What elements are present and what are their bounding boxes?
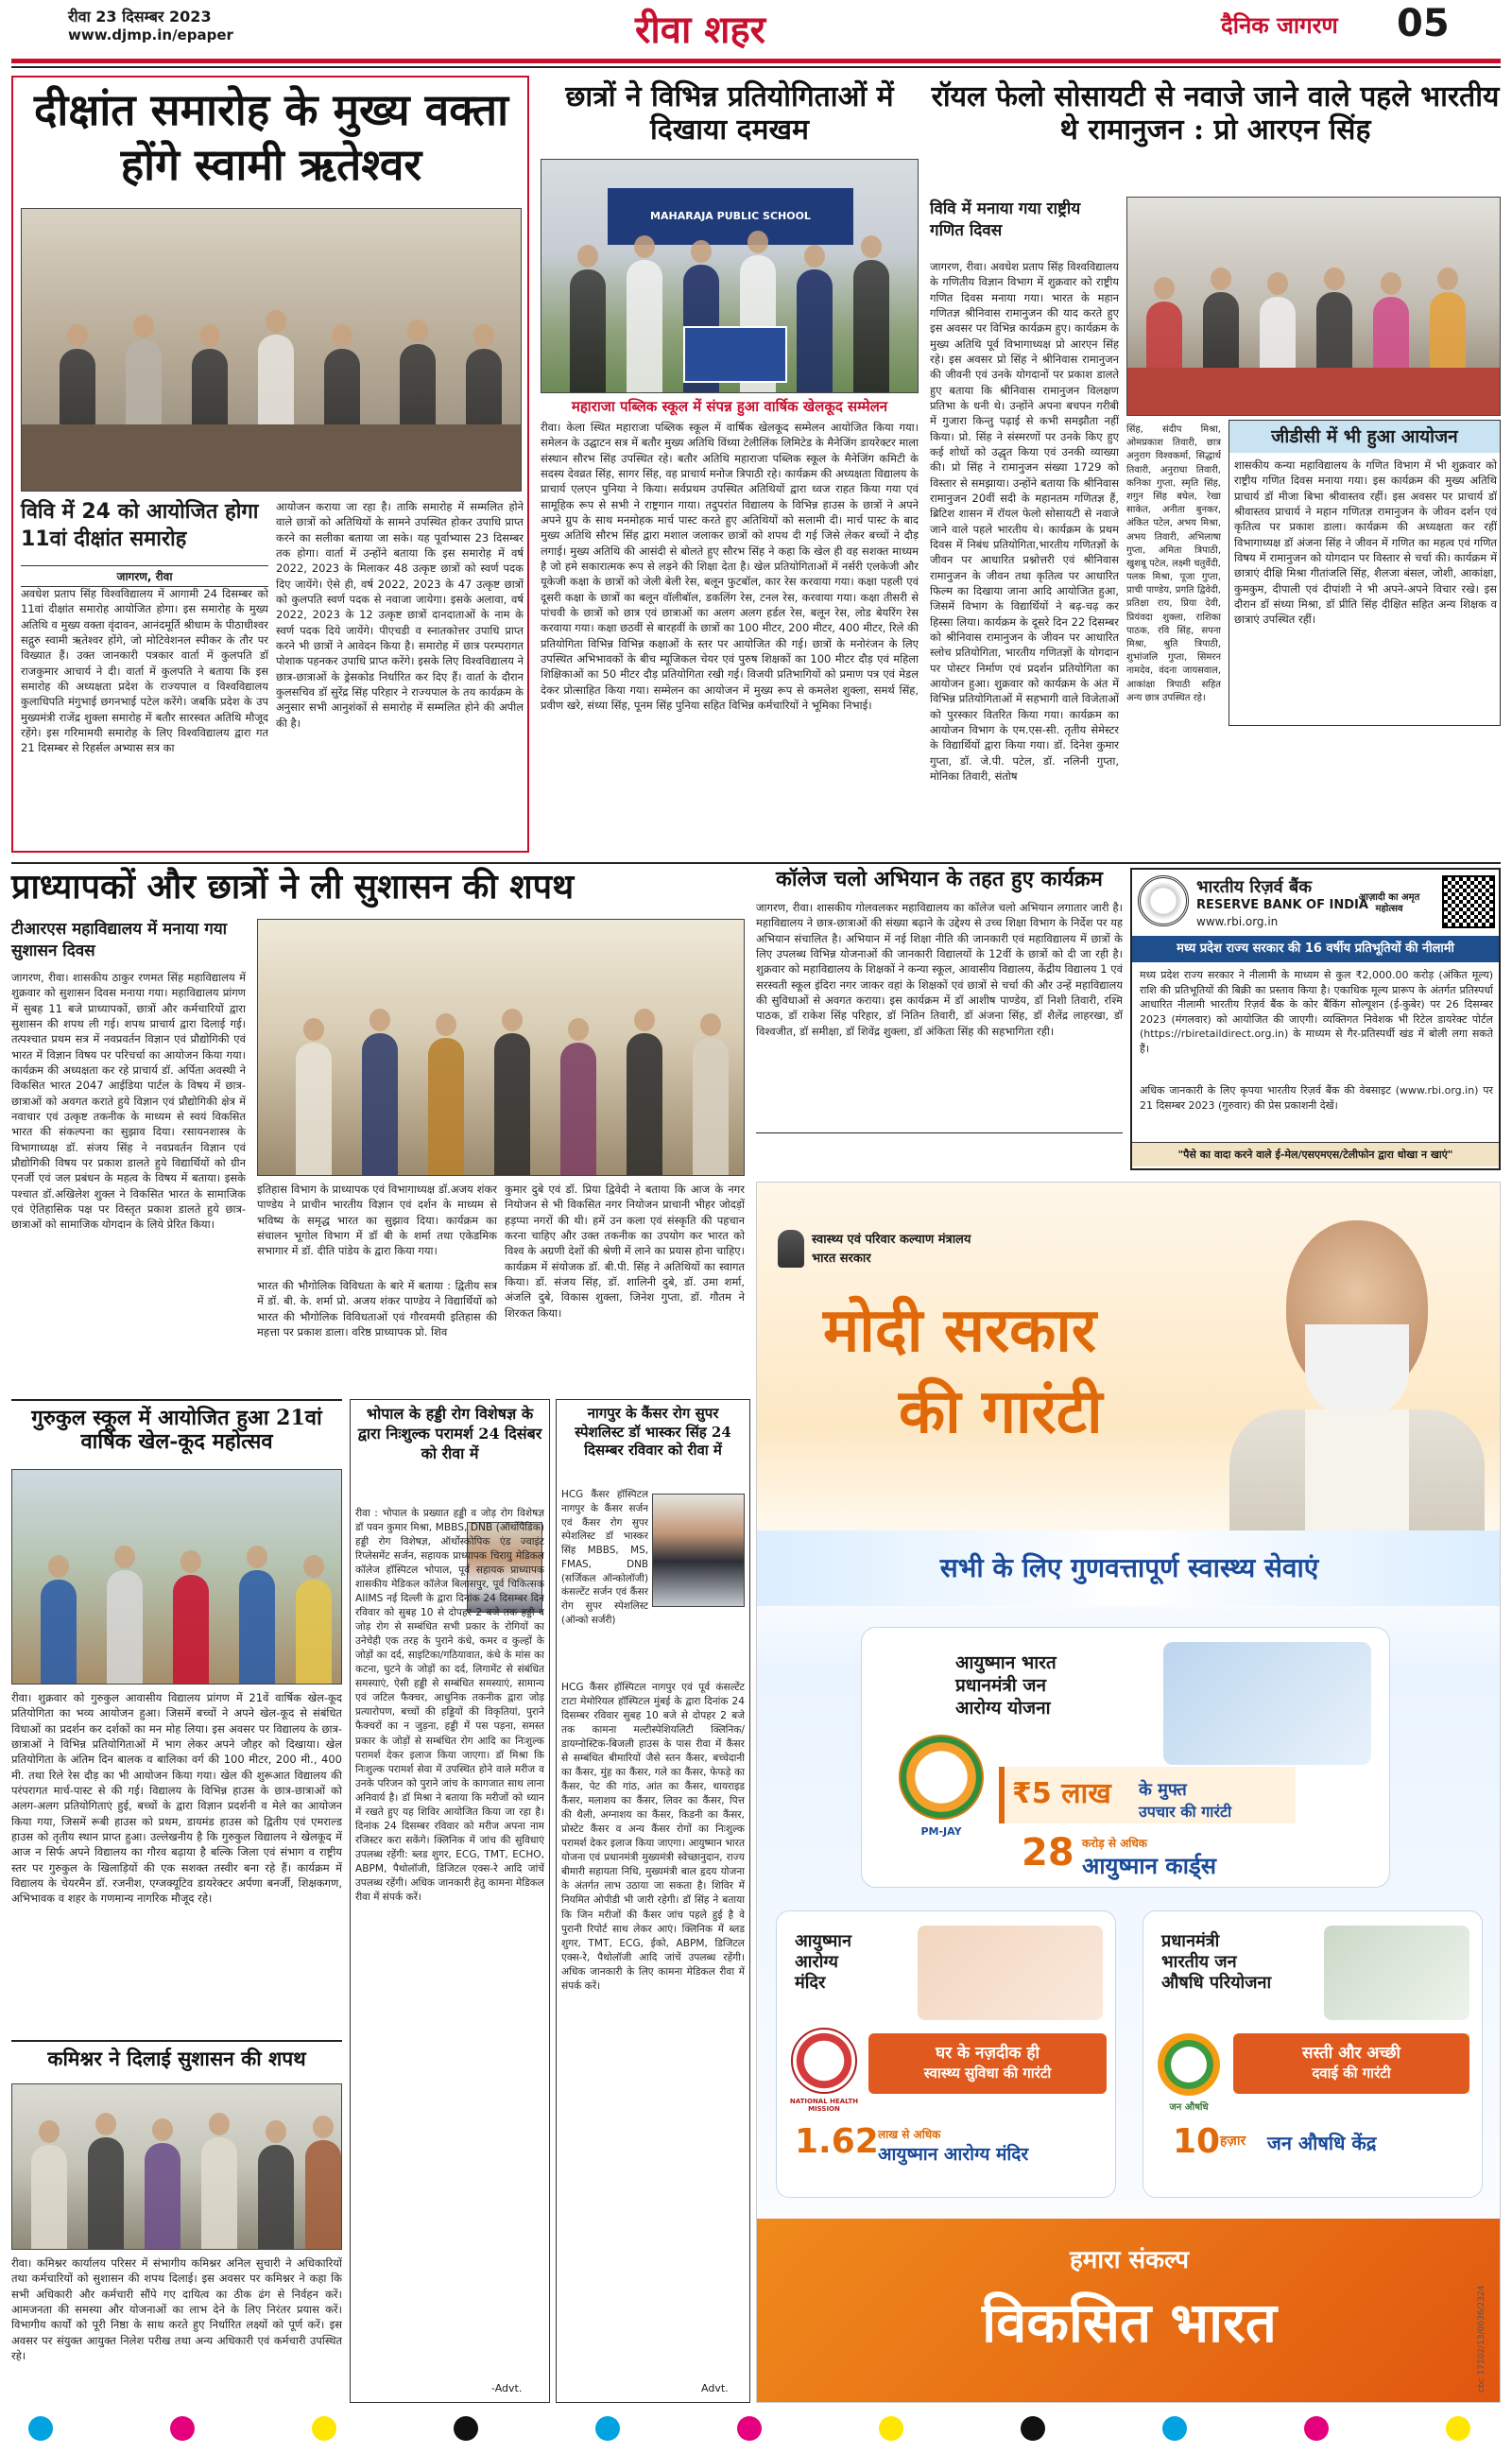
pmjay-title-1: आयुष्मान भारत: [955, 1652, 1057, 1673]
nhm-logo-label: NATIONAL HEALTH MISSION: [789, 2098, 859, 2113]
national-emblem-icon: [778, 1230, 804, 1268]
aam-small: लाख से अधिक: [878, 2128, 941, 2141]
lakh-text: के मुफ्त: [1139, 1780, 1187, 1800]
doctor-patient-illustration: [1163, 1642, 1371, 1765]
table-drape: [683, 326, 787, 383]
ad-code: cbc 17102/13/0036/2324: [1477, 2285, 1486, 2393]
gdc-box-title: जीडीसी में भी हुआ आयोजन: [1229, 421, 1500, 453]
section-divider-college: [756, 1132, 1123, 1133]
jan-title-3: औषधि परियोजना: [1161, 1973, 1272, 1993]
ad-title-1: मोदी सरकार: [823, 1295, 1097, 1366]
story-governance-col2: इतिहास विभाग के प्राध्यापक एवं विभागाध्यक्ष डॉ.अजय शंकर पाण्डेय ने प्राचीन भारतीय विज्ञान एवं दर्शन के माध्यम से भविष्य के समृद्ध भारत का सुझाव दिया। कार्यक्रम का संचालन भूगोल विभाग में डॉ बी के शर्मा तथा एकेडमिक सभागार में डॉ. दीति पांडेय के द्वारा किया गया।: [257, 1183, 497, 1258]
ministry-name: स्वास्थ्य एवं परिवार कल्याण मंत्रालय: [812, 1233, 971, 1247]
jan-title-2: भारतीय जन: [1161, 1952, 1237, 1972]
ad-title-2: की गारंटी: [899, 1376, 1103, 1447]
section-title: रीवा शहर: [635, 8, 766, 52]
story-governance-subhead: टीआरएस महाविद्यालय में मनाया गया सुशासन दिवस: [11, 920, 228, 960]
school-banner: MAHARAJA PUBLIC SCHOOL: [608, 188, 853, 245]
health-ministry-ad: [756, 1182, 1501, 2403]
aam-guarantee-2: स्वास्थ्य सुविधा की गारंटी: [923, 2065, 1052, 2082]
governance-oath-photo: [257, 919, 745, 1176]
story-convocation-subhead: विवि में 24 को आयोजित होगा 11वां दीक्षांत समारोह: [21, 500, 259, 551]
story-college-headline: कॉलेज चलो अभियान के तहत हुए कार्यक्रम: [776, 867, 1103, 891]
cancer-ad-headline: नागपुर के कैंसर रोग सुपर स्पेशलिस्ट डॉ भास्कर सिंह 24 दिसम्बर रविवार को रीवा में: [575, 1405, 731, 1459]
viksit-bharat-label: विकसित भारत: [982, 2290, 1277, 2355]
jan-title-1: प्रधानमंत्री: [1161, 1931, 1220, 1951]
aam-title-2: आरोग्य: [795, 1952, 838, 1972]
rbi-qr-icon: [1442, 875, 1495, 928]
azadi-logo: आज़ादी का अमृत महोत्सव: [1358, 892, 1420, 914]
masthead-date: रीवा 23 दिसम्बर 2023: [68, 8, 212, 26]
story-convocation-col2: आयोजन कराया जा रहा है। ताकि समारोह में सम्मलित होने वाले छात्रों को अतिथियों के सामने उपस्थित होकर उपाधि प्राप्त करने का सलीका बताया जा सके। यह पूर्वाभ्यास 23 दिसम्बर तक होगा। वार्ता में उन्होंने बताया कि इस समारोह में वर्ष 2022, 2023 के मिलाकर 48 उत्कृष्ट छात्रों को स्वर्ण पदक दिए जायेंगे। ऐसे ही, वर्ष 2022, 2023 के 47 उत्कृष्ट छात्रों को कुलपति स्वर्ण पदक से नवाजा जायेगा। इसके अलावा, वर्ष 2022, 2023 के 12 उत्कृष्ट छात्रों दानदाताओं के नाम के स्वर्ण पदक दिये जायेंगे। पीएचडी व स्नातकोत्तर उपाधि प्राप्त करने भी छात्रों ने आवेदन किया है। समारोह में छात्र परम्परागत पोशाक पहनकर उपाधि प्राप्त करेंगे। इसके लिए विश्वविद्यालय ने छात्र-छात्राओं के ड्रेसकोड निर्धारित कर दिए हैं। वार्ता के दौरान कुलसचिव डॉ सुरेंद्र सिंह परिहार ने राज्यपाल के तय कार्यक्रम के अनुसार सभी आनुशंकों से समारोह में सम्मलित होने की अपील की है।: [276, 500, 524, 730]
aam-guarantee-1: घर के नज़दीक ही: [936, 2044, 1040, 2063]
masthead-rule-thin: [11, 66, 1501, 68]
jan-guarantee-1: सस्ती और अच्छी: [1302, 2044, 1400, 2063]
rbi-name-en: RESERVE BANK OF INDIA: [1196, 898, 1368, 912]
pmjay-title-3: आरोग्य योजना: [955, 1698, 1051, 1719]
cancer-doctor-photo: [652, 1494, 745, 1607]
story-ramanujan-tail-2: [1228, 734, 1501, 851]
story-convocation-col1: अवधेश प्रताप सिंह विश्वविद्यालय में आगामी 24 दिसम्बर को 11वां दीक्षांत समारोह आयोजित होगा। इस समारोह के मुख्य अतिथि व मुख्य वक्ता वृंदावन, आनंदमूर्ति श्रीधाम के पीठाधीश्वर सद्गुरु स्वामी ऋतेश्वर होंगे, जो मोटिवेशनल स्पीकर के तौर पर विख्यात हैं। उक्त जानकारी पत्रकार वार्ता में कुलपति डॉ राजकुमार आचार्य ने दी। वार्ता में कुलपति ने बताया कि इस समारोह की अध्यक्षता प्रदेश के राज्यपाल व विश्वविद्यालय कुलाधिपति मंगुभाई छगनभाई पटेल करेंगे। जबकि प्रदेश के उप मुख्यमंत्री राजेंद्र शुक्ला समारोह में बतौर सारस्वत अतिथि मौजूद रहेंगे। इस गरिमामयी समारोह के लिए विश्वविद्यालय द्वारा गत 21 दिसम्बर से रिहर्सल अभ्यास सत्र का: [21, 587, 268, 755]
convocation-press-photo: [21, 208, 522, 492]
story-ramanujan-body: जागरण, रीवा। अवधेश प्रताप सिंह विश्वविद्यालय के गणितीय विज्ञान विभाग में शुक्रवार को राष्ट्रीय गणित दिवस मनाया गया। भारत के महान गणितज्ञ श्रीनिवास रामानुजन की याद करते हुए इस अवसर पर विभिन्न कार्यक्रम हुए। कार्यक्रम के मुख्य अतिथि पूर्व विभागाध्यक्ष प्रो आरएन सिंह रहे। इस अवसर प्रो सिंह ने श्रीनिवास रामानुजन की जीवनी एवं उनके योगदानों पर प्रकाश डालते हुए बताया कि श्रीनिवास रामानुजन विलक्षण प्रतिभा के धनी थे। उन्होंने अपना बचपन गरीबी में गुजारा किन्तु पढ़ाई से कभी समझौता नहीं किया। प्रो. सिंह ने संस्मरणों पर उनके किए हुए कई शोधों को उद्धृत किया एवं उनकी व्याख्या की। प्रो सिंह ने रामानुजन संख्या 1729 को विस्तार से समझाया। उन्होंने बताया कि श्रीनिवास रामानुजन 20वीं सदी के महानतम गणितज्ञ हैं, ब्रिटिश शासन में रॉयल फेलो सोसायटी से नवाजे जाने वाले पहले भारतीय थे। कार्यक्रम के प्रथम दिवस में निबंध प्रतियोगिता,भारतीय गणितज्ञों के जीवन पर आधारित प्रश्नोत्तरी एवं श्रीनिवास रामानुजन के जीवन तथा कृतित्व पर आधारित फिल्म का दिखाया जाना आदि आयोजित हुआ, जिसमें विभाग के विद्यार्थियों ने बढ़-चढ़ कर हिस्सा लिया। कार्यक्रम के दूसरे दिन 22 दिसम्बर को श्रीनिवास रामानुजन के जीवन पर आधारित स्लोच प्रतियोगिता, भारतीय गणितज्ञों के योगदान पर पोस्टर निर्माण एवं प्रदर्शन प्रतियोगिता का आयोजन हुआ। शुक्रवार को कार्यक्रम के अंत में विभिन्न प्रतियोगिताओं में सहभागी वाले विजेताओं को पुरस्कार वितरित किया गया। कार्यक्रम का आयोजन विभाग के एम.एस-सी. तृतीय सेमेस्टर के विद्यार्थियों द्वारा किया गया। डॉ. दिनेश कुमार गुप्ता, डॉ. जे.पी. पटेल, डॉ. नलिनी गुप्ता, मोनिका तिवारी, संतोष: [930, 260, 1119, 783]
ortho-ad-body: रीवा : भोपाल के प्रख्यात हड्डी व जोड़ रोग विशेषज्ञ डॉ पवन कुमार मिश्रा, MBBS, DNB (ऑर्थोपैडिक) हड्डी रोग विशेषज्ञ, ऑर्थोस्कोपिक एंड ज्वाइंट रिप्लेसमेंट सर्जन, सहायक प्राध्यापक चिरायु मेडिकल कॉलेज हॉस्पिटल भोपाल, पूर्व सहायक प्राध्यापक शासकीय मेडिकल कॉलेज बिलासपुर, पूर्व चिकित्सक AIIMS नई दिल्ली के द्वारा दिनांक 24 दिसम्बर दिन रविवार को सुबह 10 से दोपहर 2 बजे तक हड्डी व जोड़ रोग से सम्बंधित सभी प्रकार के रोगियों का उनेचेही एक तरह के पुराने कंधे, कमर व कुल्हों के जोड़ों का दर्द, साइटिका/गठियावात, कंधे के मांस का कटना, घुटने के जोड़ों का दर्द, लिगामेंट से संबंधित समस्याएं, ऐसी हड्डी से सम्बंधित समस्याएं, सामान्य एवं जटिल फैक्चर, आधुनिक तकनीक द्वारा जोड़ प्रत्यारोपण, बच्चों की हड्डियों की विकृतियां, पुराने फैक्चरों का न जुड़ना, हड्डी में पस पड़ना, समस्त प्रकार के जोड़ों से सम्बंधित रोग आदि का निःशुल्क परामर्श देकर इलाज किया जाएगा। डॉ मिश्रा कि निःशुल्क परामर्श सेवा में उपस्थित होने वाले मरीज व उनके परिजन को पुराने जांच के कागजात साथ लाना अनिवार्य है। डॉ मिश्रा ने बताया कि मरीजों को ध्यान में रखते हुए यह शिविर आयोजित किया जा रहा है। दिनांक 24 दिसम्बर रविवार को मरीज अपना नाम रजिस्टर करा सकेंगे। क्लिनिक में जांच की सुविधाएं उपलब्ध रहेंगी: ब्लड शुगर, ECG, TMT, ECHO, ABPM, पैथोलॉजी, डिजिटल एक्स-रे आदि जांचें उपलब्ध रहेंगी। अधिक जानकारी हेतु कामना मेडिकल रीवा में संपर्क करें।: [355, 1508, 544, 1903]
aam-title-3: मंदिर: [795, 1973, 826, 1993]
paper-name: दैनिक जागरण: [1221, 12, 1338, 39]
math-day-photo: [1126, 197, 1501, 416]
ortho-ad-advt: -Advt.: [491, 2382, 523, 2394]
section-divider-3: [11, 2040, 342, 2042]
aam-number: 1.62: [795, 2122, 879, 2161]
story-college-body: जागरण, रीवा। शासकीय गोलवलकर महाविद्यालय का कॉलेज चलो अभियान लगातार जारी है। महाविद्यालय ने छात्र-छात्राओं की संख्या बढ़ाने के उद्देश्य से उच्च शिक्षा विभाग के निर्देश पर यह अभियान संचालित है। अभियान में नई शिक्षा नीति की जानकारी एवं महाविद्यालय में छात्रों के लिए उपलब्ध विभिन्न योजनाओं की जानकारी विद्यालयों के 12वीं के छात्रों को दी जा रही है। शुक्रवार को महाविद्यालय के शिक्षकों ने कन्या स्कूल, आवासीय विद्यालय, केंद्रीय विद्यालय 1 एवं सरस्वती स्कूल इंदिरा नगर जाकर वहां के शिक्षकों एवं छात्रों से चर्चा की और उन्हें महाविद्यालय की सुविधाओं से अवगत कराया। इस कार्यक्रम में डॉ आशीष पाण्डेय, डॉ निशी तिवारी, रश्मि पाठक, डॉ राकेश सिंह परिहार, डॉ नितिन तिवारी, डॉ अंजना सिंह, डॉ शैलेंद्र लाहरखा, डॉ विश्वजीत, डॉ समीक्षा, डॉ शिवेंद्र शुक्ला, डॉ अंकिता सिंह की सहभागिता रही।: [756, 901, 1123, 1038]
jan-logo-label: जन औषधि: [1169, 2102, 1209, 2113]
commissioner-oath-photo: [11, 2083, 342, 2250]
section-divider-1: [11, 862, 1501, 864]
pmjay-logo-icon: [899, 1735, 984, 1820]
story-ramanujan-tail: सिंह, संदीप मिश्रा, ओमप्रकाश तिवारी, छात्र अनुराग विश्वकर्मा, सिद्धार्थ तिवारी, अनुराधा तिवारी, कनिका गुप्ता, स्मृति सिंह, शगुन सिंह बघेल, रेखा साकेत, अनीता बुनकर, अंकित पटेल, अभय मिश्रा, अभय तिवारी, अभिलाषा गुप्ता, अमिता त्रिपाठी, खुशबू पटेल, लक्ष्मी चतुर्वेदी, पलक मिश्रा, पूजा गुप्ता, प्राची पाण्डेय, प्रगति द्विवेदी, प्रतिक्षा राय, प्रिया देवी, प्रियंवदा शुक्ला, राशिका पाठक, रवि सिंह, सपना मिश्रा, श्रुति त्रिपाठी, शुभांजलि गुप्ता, सिमरन नामदेव, वंदना जायसवाल, आकांक्षा त्रिपाठी सहित अन्य छात्र उपस्थित रहे।: [1126, 424, 1221, 703]
rbi-ad-more: अधिक जानकारी के लिए कृपया भारतीय रिज़र्व बैंक की वेबसाइट (www.rbi.org.in) पर 21 दिसम्बर 2023 (गुरुवार) की प्रेस प्रकाशनी देखें।: [1140, 1084, 1493, 1112]
pharmacy-illustration: [1324, 1926, 1469, 2020]
pmjay-logo-label: PM-JAY: [920, 1825, 962, 1838]
jan-small: हज़ार: [1220, 2134, 1246, 2149]
story-governance-col1: जागरण, रीवा। शासकीय ठाकुर रणमत सिंह महाविद्यालय में शुक्रवार को सुशासन दिवस मनाया गया। महाविद्यालय प्रांगण में सुबह 11 बजे प्राध्यापकों, छात्रों और कर्मचारियों द्वारा सुशासन की शपथ ली गई। शपथ प्राचार्य द्वारा दिलाई गई। तत्पश्चात प्रथम सत्र में नवप्रवर्तन विज्ञान एवं प्रौद्योगिकी एवं भारत में विज्ञान विषय पर परिचर्चा का आयोजन किया गया। कार्यक्रम की अध्यक्षता कर रहे प्राचार्य डॉ. अर्पिता अवस्थी ने विकसित भारत 2047 आईडिया पार्टल के विषय में छात्र-छात्राओं को अवगत कराते हुये विज्ञान एवं प्रौद्योगिकी क्षेत्र में नवाचार एवं उत्कृष्ट तकनीक के माध्यम से स्वयं विकसित भारत की संकल्पना का सुझाव दिया। रसायनशास्त्र के विभागाध्यक्ष डॉ. संजय सिंह ने नवप्रवर्तन विज्ञान एवं प्रौद्योगिकी विषय पर प्रकाश डालते हुये विद्यार्थियों को ग्रीन एनर्जी एवं जल प्रबंधन के महत्व के विषय में बताया। इसके पश्चात डॉ.अखिलेश शुक्ल ने विकसित भारत के सामाजिक एवं ऐतिहासिक पक्ष पर विस्तृत प्रकाश डालते हुये छात्र-छात्राओं को सामाजिक योगदान के लिये प्रेरित किया।: [11, 971, 246, 1232]
masthead: [0, 0, 1512, 60]
jan-guarantee-2: दवाई की गारंटी: [1312, 2065, 1391, 2082]
gurukul-sports-photo: [11, 1469, 342, 1685]
gdc-box-body: शासकीय कन्या महाविद्यालय के गणित विभाग में भी शुक्रवार को राष्ट्रीय गणित दिवस मनाया गया। इस कार्यक्रम की मुख्य अतिथि प्राचार्य डॉ मीजा बिभा श्रीवास्तव रहीं। इस अवसर पर प्राचार्य डॉ श्रीवास्तव प्राचार्य ने महान गणितज्ञ रामानुजन के जीवन दर्शन एवं कृतित्व पर प्रकाश डाला। कार्यक्रम की अध्यक्षता कर रहीं विभागाध्यक्ष डॉ अंजना सिंह ने जीवन में गणित का महत्व एवं गणित विषय में रामानुजन को योगदान पर विस्तार से चर्चा की। कार्यक्रम में छात्राएं दीक्षि मिश्रा गीतांजलि सिंह, शैलजा बंसल, जोशी, आकांक्षा, कुमकुम, दीपाली एवं दीपांशी ने भी अपने-अपने विचार रखे। इस दौरान डॉ संध्या मिश्रा, डॉ प्रीति सिंह दीक्षित सहित अन्य शिक्षक व छात्राएं उपस्थित रहीं।: [1234, 458, 1497, 627]
rbi-name-hi: भारतीय रिज़र्व बैंक: [1196, 877, 1313, 897]
rbi-ad-title: मध्य प्रदेश राज्य सरकार की 16 वर्षीय प्रतिभूतियों की नीलामी: [1132, 936, 1499, 962]
story-sports-body: रीवा। केला स्थित महाराजा पब्लिक स्कूल में वार्षिक खेलकूद सम्मेलन आयोजित किया गया। समेलन के उद्घाटन सत्र में बतौर मुख्य अतिथि विंध्या टेलीलिंक लिमिटेड के मैनेजिंग डायरेक्टर माला संस्थान सौरभ सिंह उपस्थित रहे। बतौर अतिथि महाराजा पब्लिक स्कूल के मैनेजिंग कमिटी के सदस्य देवव्रत सिंह, सागर सिंह, वह प्राचार्य मनोज त्रिपाठी रहे। कार्यक्रम की अध्यक्षता विद्यालय के प्राचार्य एलएन पुनिया ने किया। सर्वप्रथम उपस्थित अतिथियों द्वारा ध्वज राहत किया गया एवं सामूहिक रूप से सभी ने राष्ट्रगान गाया। तदुपरांत विद्यालय के विभिन्न हाउस के छात्रों ने अपने अपने ग्रुप के साथ मनमोहक मार्च पास्ट करते हुए अतिथियों को सलामी दी। मार्च पास्ट के बाद मुख्य अतिथि सौरभ सिंह द्वारा मशाल जलाकर छात्रों को शपथ दी गई जिसे लेकर बच्चों ने दौड़ लगाई। मुख्य अतिथि की आसंदी से बोलते हुए सौरभ सिंह ने कहा कि खेल ही वह सशक्त माध्यम है जो हमे सकारात्मक रूप से लड़ने की शिक्षा देता है। खेल प्रतियोगिताओं में नर्सरी एलकेजी और यूकेजी कक्षा के छात्रों को जेली बेली रेस, बलून फुटबॉल, कार रेस करवाया गया। कक्षा पहली एवं दूसरी कक्षा के छात्रों का बलून वॉलीबॉल, डकलिंग रेस, टनल रेस, करवाया गया। कक्षा तीसरी से पांचवी के छात्रों को छात्र एवं छात्राओं का अलग अलग हर्डल रेस, बलून रेस, लोड बेयरिंग रेस करवाया गया। कक्षा छठवीं से बारहवीं के छात्रों का 100 मीटर, 200 मीटर, 400 मीटर, रिले की प्रतियोगिता विभिन्न विभिन्न कक्षाओं के स्तर पर आयोजित की गई। छात्रों के मनोरंजन के लिए उपस्थित अभिभावकों के बीच म्यूजिकल चेयर एवं पुरुष शिक्षकों का 100 मीटर दौड़ एवं महिला शिक्षिकाओं का 50 मीटर दौड़ प्रतियोगिता रखी गई। विजयी प्रतिभागियों को प्रमाण पत्र एवं मेडल देकर प्रोत्साहित किया गया। सम्मेलन का आयोजन में मुख्य रूप से कमलेश शुक्ला, समर्थ सिंह, प्रवीण खरे, संध्या सिंह, पूनम सिंह पुनिया सहित विभिन्न कर्मचारियों ने भूमिका निभाई।: [541, 421, 919, 712]
ministry-gov: भारत सरकार: [812, 1252, 871, 1266]
masthead-url: www.djmp.in/epaper: [68, 26, 233, 43]
lakh-text-2: उपचार की गारंटी: [1139, 1803, 1232, 1821]
section-divider-2: [11, 1399, 342, 1401]
nhm-logo-icon: [791, 2028, 857, 2094]
story-sports-caption: महाराजा पब्लिक स्कूल में संपन्न हुआ वार्षिक खेलकूद सम्मेलन: [571, 398, 888, 415]
story-gurukul-body: रीवा। शुक्रवार को गुरुकुल आवासीय विद्यालय प्रांगण में 21वें वार्षिक खेल-कूद प्रतियोगिता का भव्य आयोजन हुआ। जिसमें बच्चों ने अपने खेल-कूद से संबंधित विधाओं का प्रदर्शन कर दर्शकों का मन मोह लिया। इस अवसर पर विद्यालय के छात्र-छात्राओं ने विभिन्न प्रतियोगिताओं में भाग लेकर अपने जौहर को दिखाया। खेल प्रतियोगिता के अंतिम दिन बालक व बालिका वर्ग की 100 मीटर, 200 मी., 400 मी. तथा रिले रेस दौड़ का भी आयोजन किया गया। खेल की शुरूआत विद्यालय की परंपरागत मार्च-पास्ट से की गई। विद्यालय के विभिन्न हाउस के छात्र-छात्राओं को अलग-अलग प्रतियोगिताएं हुई, बच्चों के द्वारा विज्ञान प्रदर्शनी व मेले का आयोजन किया गया, जिसमें रूबी हाउस को प्रथम, डायमंड हाउस को द्वितीय एवं एमराल्ड हाउस को तृतीय स्थान प्राप्त हुआ। उल्लेखनीय है कि गुरुकुल विद्यालय ने खेलकूद में आज न सिर्फ अपने विद्यालय का गौरव बढ़ाया है बल्कि जिला एवं संभाग व राष्ट्रीय स्तर पर गुरुकुल के खिलाड़ियों की एक सशक्त तस्वीर बना रहे हैं। कार्यक्रम में विद्यालय के चेयरमैन डॉ. रजनीश, एग्जक्यूटिव डायरेक्टर अर्पणा बनर्जी, शिक्षकगण, अभिभावक व शहर के गणमान्य नागरिक मौजूद रहे।: [11, 1691, 342, 1906]
story-gurukul-headline: गुरुकुल स्कूल में आयोजित हुआ 21वां वार्षिक खेल-कूद महोत्सव: [31, 1406, 322, 1455]
story-commissioner-headline: कमिश्नर ने दिलाई सुशासन की शपथ: [47, 2047, 306, 2070]
masthead-rule: [11, 59, 1501, 63]
story-governance-col3: कुमार दुबे एवं डॉ. प्रिया द्विवेदी ने बताया कि आज के नगर नियोजन से भी विकसित नगर नियोजन प्राचानी भीहर जोदड़ों हड़प्पा नगरों की थी। हमें उन कला एवं संस्कृति की पहचान करना चाहिए और उक्त तकनीक का उपयोग कर भारत को विश्व के अग्रणी देशों की श्रेणी में लाने का प्रयास होना चाहिए। कार्यक्रम में संयोजक डॉ. बी.पी. सिंह ने अतिथियों का स्वागत किया। डॉ. संजय सिंह, डॉ. शालिनी दुबे, डॉ. उमा शर्मा, अंजलि दुबे, विकास शुक्ला, जिनेश गुप्ता, डॉ. गौतम ने शिरकत किया।: [505, 1183, 745, 1320]
story-ramanujan-headline: रॉयल फेलो सोसायटी से नवाजे जाने वाले पहले भारतीय थे रामानुजन : प्रो आरएन सिंह: [931, 80, 1500, 147]
story-governance-headline: प्राध्यापकों और छात्रों ने ली सुशासन की शपथ: [11, 867, 575, 907]
story-governance-col2b: भारत की भौगोलिक विविधता के बारे में बताया : द्वितीय सत्र में डॉ. बी. के. शर्मा प्रो. अजय शंकर पाण्डेय ने विद्यार्थियों को भारत की भौगोलिक विविधताओं एवं गौरवमयी इतिहास की महत्ता पर प्रकाश डाला। वरिष्ठ प्राध्यापक प्रो. शिव: [257, 1279, 497, 1339]
jan-text: जन औषधि केंद्र: [1267, 2132, 1377, 2154]
rbi-seal-icon: [1138, 875, 1189, 926]
rbi-url: www.rbi.org.in: [1196, 915, 1279, 928]
story-ramanujan-subhead: विवि में मनाया गया राष्ट्रीय गणित दिवस: [930, 199, 1081, 240]
rbi-ad-warning: "पैसे का वादा करने वाले ई-मेल/एसएमएस/टेलीफोन द्वारा धोखा न खाएं": [1132, 1142, 1499, 1167]
cards-text: आयुष्मान कार्ड्स: [1082, 1853, 1216, 1879]
ortho-ad-headline: भोपाल के हड्डी रोग विशेषज्ञ के द्वारा निःशुल्क परामर्श 24 दिसंबर को रीवा में: [357, 1405, 542, 1462]
cancer-doctor-info: HCG कैंसर हॉस्पिटल नागपुर के कैंसर सर्जन एवं कैंसर रोग सुपर स्पेशलिस्ट डॉ भास्कर सिंह MBBS, MS, FMAS, DNB (सर्जिकल ऑन्कोलॉजी) कंसल्टेंट सर्जन एवं कैंसर रोग सुपर स्पेशलिस्ट (ऑन्को सर्जरी): [561, 1489, 648, 1626]
cancer-ad-advt: Advt.: [701, 2382, 729, 2394]
jan-number: 10: [1173, 2122, 1221, 2161]
story-commissioner-body: रीवा। कमिश्नर कार्यालय परिसर में संभागीय कमिश्नर अनिल सुचारी ने अधिकारियों तथा कर्मचारियों को सुशासन की शपथ दिलाई। इस अवसर पर कमिश्नर ने कहा कि सभी अधिकारी और कर्मचारी सौंपे गए दायित्व का ठीक ढंग से निर्वहन करें। आमजनता की समस्या और योजनाओं का लाभ देने के लिए निरंतर प्रयास करें। विभागीय कार्यों को पूरी निष्ठा के साथ करते हुए निर्धारित लक्ष्यों को पूर्ण करें। इस अवसर पर संयुक्त आयुक्त निलेश परीख तथा अन्य अधिकारी एवं कर्मचारी उपस्थित रहे।: [11, 2256, 342, 2362]
lakh-number: ₹5 लाख: [1012, 1777, 1111, 1810]
page-number: 05: [1397, 2, 1450, 45]
color-registration-bar: [0, 2414, 1512, 2443]
ad-tagline: सभी के लिए गुणवत्तापूर्ण स्वास्थ्य सेवाएं: [757, 1530, 1501, 1606]
story-convocation-headline: दीक्षांत समारोह के मुख्य वक्ता होंगे स्वामी ऋतेश्वर: [34, 84, 508, 190]
jan-aushadhi-logo-icon: [1158, 2033, 1220, 2096]
pm-portrait: [1201, 1211, 1485, 1551]
pmjay-title-2: प्रधानमंत्री जन: [955, 1675, 1046, 1696]
story-sports-headline: छात्रों ने विभिन्न प्रतियोगिताओं में दिखाया दमखम: [565, 80, 894, 147]
aam-title-1: आयुष्मान: [795, 1931, 851, 1951]
story-convocation-byline: जागरण, रीवा: [21, 565, 268, 587]
clinic-illustration: [918, 1926, 1103, 2020]
rbi-ad-body: मध्य प्रदेश राज्य सरकार ने नीलामी के माध्यम से कुल ₹2,000.00 करोड़ (अंकित मूल्य) राशि की प्रतिभूतियों की बिक्री का प्रस्ताव किया है। एकाधिक मूल्य प्रारूप के अंतर्गत प्रतिस्पर्धा आधारित नीलामी भारतीय रिज़र्व बैंक के कोर बैंकिंग सोल्यूशन (ई-कुबेर) पर 26 दिसम्बर 2023 (मंगलवार) को आयोजित की जाएगी। व्यक्तिगत निवेशक भी रिटेल डायरेक्ट पोर्टल (https://rbiretaildirect.org.in) के माध्यम से गैर-प्रतिस्पर्धी खंड में बोली लगा सकते हैं।: [1140, 969, 1493, 1056]
cards-number: 28: [1022, 1831, 1074, 1875]
aam-text: आयुष्मान आरोग्य मंदिर: [878, 2144, 1029, 2165]
cancer-ad-body: HCG कैंसर हॉस्पिटल नागपुर एवं पूर्व कंसल्टेंट टाटा मेमोरियल हॉस्पिटल मुंबई के द्वारा दिनांक 24 दिसम्बर रविवार सुबह 10 बजे से दोपहर 2 बजे तक कामना मल्टीस्पेशियलिटी क्लिनिक/डायग्नोस्टिक-बिजली हाउस के पास रीवा में कैंसर से सम्बंधित बीमारियों जैसे स्तन कैंसर, बच्चेदानी का कैंसर, मुंह का कैंसर, गले का कैंसर, फेफड़े का कैंसर, पेट की गांठ, आंत का कैंसर, थायराइड कैंसर, मलाशय का कैंसर, लिवर का कैंसर, पित्त की थैली, अग्नाशय का कैंसर, किडनी का कैंसर, प्रोस्टेट कैंसर व अन्य कैंसर रोगों का निःशुल्क परामर्श देकर इलाज किया जाएगा। आयुष्मान भारत योजना एवं प्रधानमंत्री मुख्यमंत्री स्वेच्छानुदान, राज्य बीमारी सहायता निधि, मुख्यमंत्री बाल हृदय योजना के अंतर्गत लाभ उठाया जा सकता है। शिविर में नियमित ओपीडी भी जारी रहेगी। डॉ सिंह ने बताया कि जिन मरीजों की कैंसर जांच पहले हुई है वे पुरानी रिपोर्ट साथ लेकर आएं। क्लिनिक में ब्लड शुगर, TMT, ECG, ईको, ABPM, डिजिटल एक्स-रे, पैथोलॉजी आदि जांचें उपलब्ध रहेंगी। अधिक जानकारी के लिए कामना मेडिकल रीवा में संपर्क करें।: [561, 1682, 745, 1992]
cards-small: करोड़ से अधिक: [1082, 1837, 1147, 1850]
sports-meet-photo: [541, 159, 919, 393]
sankalp-label: हमारा संकल्प: [1070, 2246, 1189, 2274]
